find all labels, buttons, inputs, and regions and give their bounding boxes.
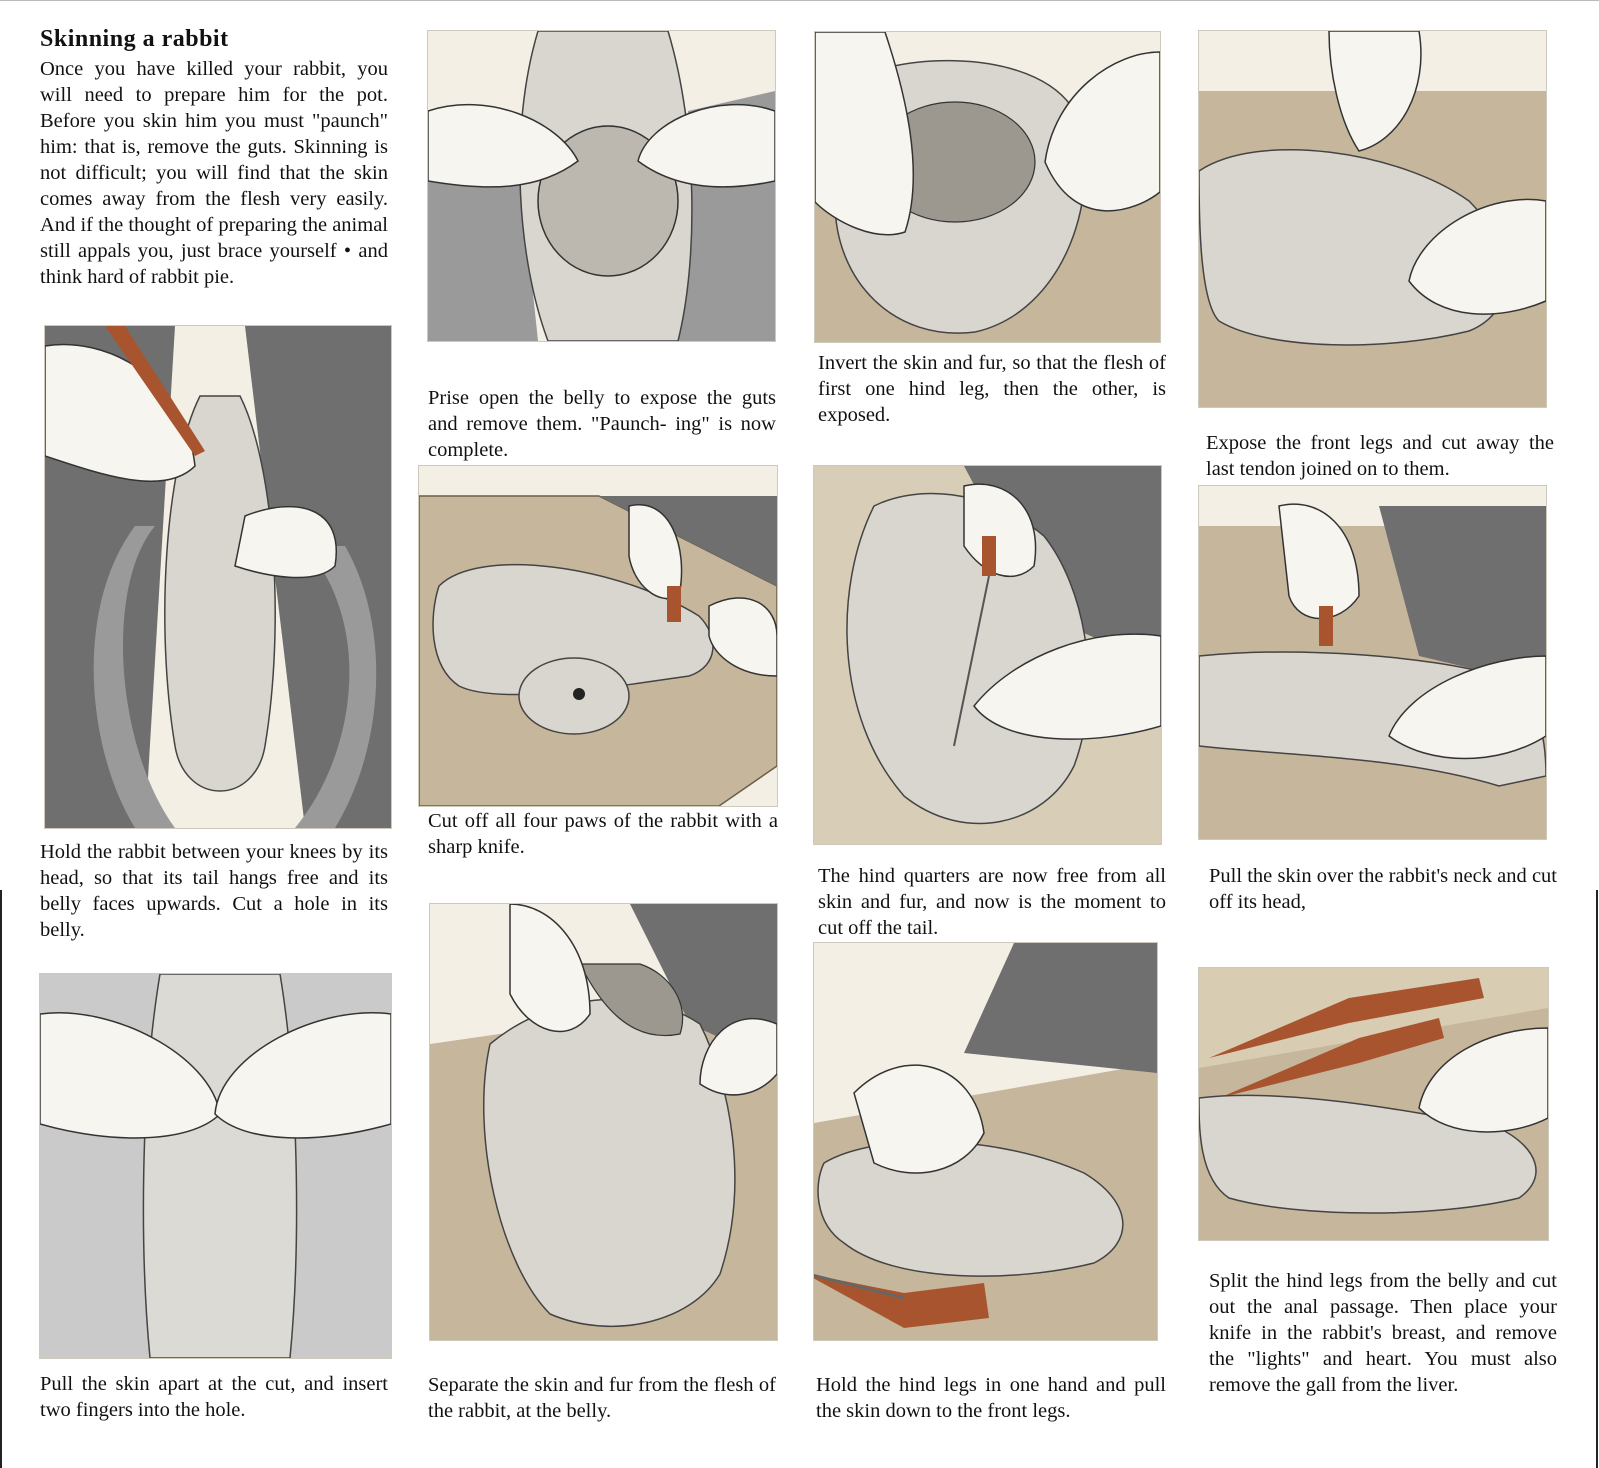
illustration-cut-off-tail [813,465,1162,845]
step-8-caption: Hold the hind legs in one hand and pull the skin down to the front legs. [816,1374,1166,1422]
intro-paragraph: Once you have killed your rabbit, you will need to prepare him for the pot. Before you skin him you must "paunch" him: that is, remove the guts. Skinning is not difficult; you will find that the skin comes away from the flesh very easily. And if the thought of preparing the animal still appals you, just brace yourself • and think hard of rabbit pie. [40,58,388,288]
step-2-caption: Pull the skin apart at the cut, and insert two fingers into the hole. [40,1373,388,1421]
illustration-cut-off-head [1198,485,1547,840]
illustration-separate-skin [429,903,778,1341]
step-3-caption: Prise open the belly to expose the guts and remove them. "Paunch- ing" is now complete. [428,387,776,461]
illustration-pull-skin-down [813,942,1158,1341]
step-7-caption: The hind quarters are now free from all skin and fur, and now is the moment to cut off the tail. [818,865,1166,939]
step-6-caption: Invert the skin and fur, so that the flesh of first one hind leg, then the other, is exposed. [818,352,1166,426]
illustration-pull-skin-apart [39,973,392,1359]
illustration-cut-off-paws [418,465,778,807]
illustration-expose-front-legs [1198,30,1547,408]
step-11-caption: Split the hind legs from the belly and cut out the anal passage. Then place your knife in the rabbit's breast, and remove the "lights" and heart. You must also remove the gall from the liver. [1209,1270,1557,1396]
illustration-invert-skin [814,31,1161,343]
illustration-remove-organs [1198,967,1549,1241]
step-10-caption: Pull the skin over the rabbit's neck and cut off its head, [1209,865,1557,913]
step-5-caption: Separate the skin and fur from the flesh of the rabbit, at the belly. [428,1374,776,1422]
step-4-caption: Cut off all four paws of the rabbit with a sharp knife. [428,810,778,858]
page-top-rule [0,0,1599,1]
page-edge-left [0,890,2,1468]
step-9-caption: Expose the front legs and cut away the last tendon joined on to them. [1206,432,1554,480]
illustration-prise-open-belly [427,30,776,342]
page-edge-right [1596,890,1598,1468]
page-title: Skinning a rabbit [40,26,229,52]
step-1-caption: Hold the rabbit between your knees by its head, so that its tail hangs free and its belly faces upwards. Cut a hole in its belly. [40,841,388,941]
illustration-hold-between-knees [44,325,392,829]
